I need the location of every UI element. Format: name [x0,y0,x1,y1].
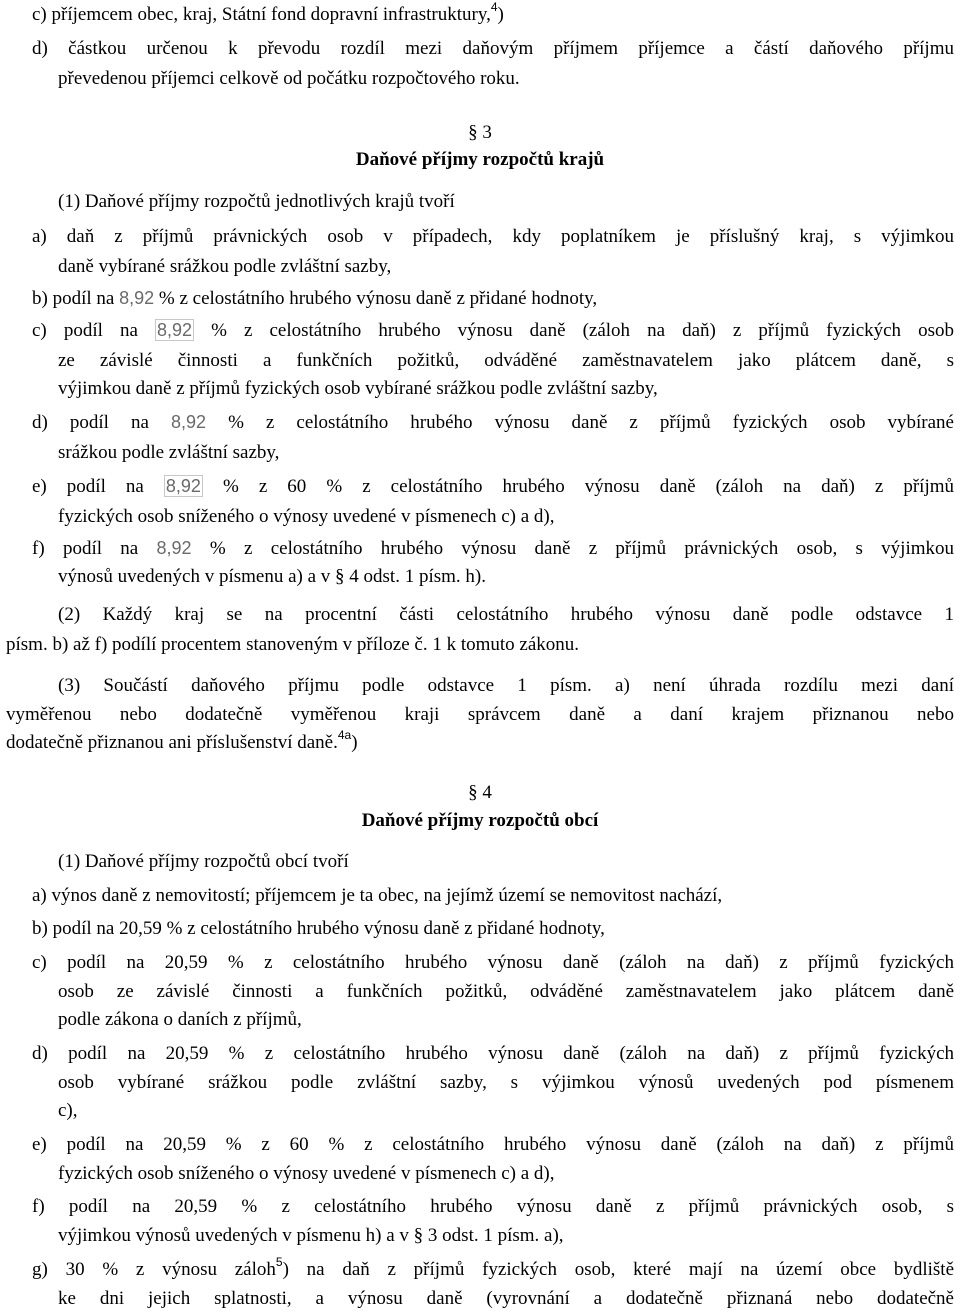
list-item-b [32,286,597,311]
list-item-f-line1: f) podíl na 20,59 % z celostátního hrubého výnosu daně z příjmů právnických osob, s [32,1196,954,1217]
list-item-c-line2: ze závislé činnosti a funkčních požitků, odváděné zaměstnavatelem jako plátcem daně, s [58,350,954,371]
text: g) 30 % z výnosu záloh [32,1259,276,1280]
footnote-ref: 5 [275,1257,283,1269]
paragraph-3-line1: (3) Součástí daňového příjmu podle odstavce 1 písm. a) není úhrada rozdílu mezi daní [58,675,954,696]
percentage-value: 8,92 [170,412,207,432]
section-title: Daňové příjmy rozpočtů krajů [355,149,605,170]
section-number: § 3 [468,122,492,143]
text: f) podíl na [32,538,139,559]
list-item-e-line1 [32,474,954,499]
list-item-d-line1 [32,410,954,435]
paragraph-3-line3 [6,730,358,755]
list-item-d-top-line1: d) částkou určenou k převodu rozdíl mezi daňovým příjmem příjemce a částí daňového příjmu [32,38,954,59]
list-item-c-line3: výjimkou daně z příjmů fyzických osob vybírané srážkou podle zvláštní sazby, [58,378,658,399]
paragraph-2-line1: (2) Každý kraj se na procentní části celostátního hrubého výnosu daně podle odstavce 1 [58,604,954,625]
footnote-ref: 4 [490,0,498,14]
text: c) podíl na [32,320,138,341]
text: b) podíl na [32,288,115,309]
paragraph-intro: (1) Daňové příjmy rozpočtů jednotlivých krajů tvoří [58,191,455,212]
text: e) podíl na [32,476,144,497]
paragraph-3-line2: vyměřenou nebo dodatečně vyměřenou kraji správcem daně a daní krajem přiznanou nebo [6,704,954,725]
list-item-d-line3: c), [58,1100,78,1121]
section-title: Daňové příjmy rozpočtů obcí [361,810,599,831]
list-item-c-line1 [32,318,954,343]
list-item-c-top [32,2,504,27]
list-item-g-line2: ke dni jejich splatnosti, a výnosu daně (vyrovnání a dodatečně přiznaná nebo dodatečně [58,1288,954,1309]
text: ) [351,732,358,753]
list-item-d-line2: osob vybírané srážkou podle zvláštní sazby, s výjimkou výnosů uvedených pod písmenem [58,1072,954,1093]
list-item-f-line2: výjimkou výnosů uvedených v písmenu h) a v § 3 odst. 1 písm. a), [58,1225,564,1246]
text: ) na daň z příjmů fyzických osob, které mají na území obce bydliště [282,1259,954,1280]
footnote-ref: 4a [337,728,352,742]
list-item-f-line1 [32,536,954,561]
list-item-f-line2: výnosů uvedených v písmenu a) a v § 4 odst. 1 písm. h). [58,566,486,587]
percentage-value: 8,92 [156,320,193,340]
list-item-c-line3: podle zákona o daních z příjmů, [58,1009,302,1030]
text: % z 60 % z celostátního hrubého výnosu daně (záloh na daň) z příjmů [222,476,954,497]
list-item-e-line1: e) podíl na 20,59 % z 60 % z celostátního hrubého výnosu daně (záloh na daň) z příjmů [32,1134,954,1155]
list-item-g-line1 [32,1257,954,1282]
text: dodatečně přiznanou ani příslušenství daně. [6,732,338,753]
list-item-e-line2: fyzických osob sníženého o výnosy uvedené v písmenech c) a d), [58,1163,555,1184]
text: % z celostátního hrubého výnosu daně z přidané hodnoty, [158,288,598,309]
list-item-c-line1: c) podíl na 20,59 % z celostátního hrubého výnosu daně (záloh na daň) z příjmů fyzických [32,952,954,973]
paragraph-intro: (1) Daňové příjmy rozpočtů obcí tvoří [58,851,349,872]
text: % z celostátního hrubého výnosu daně z příjmů fyzických osob vybírané [228,412,954,433]
text: ) [497,4,504,25]
list-item-a-line1: a) daň z příjmů právnických osob v případech, kdy poplatníkem je příslušný kraj, s výjimkou [32,226,954,247]
list-item-b: b) podíl na 20,59 % z celostátního hrubého výnosu daně z přidané hodnoty, [32,918,605,939]
list-item-d-line2: srážkou podle zvláštní sazby, [58,442,280,463]
percentage-value: 8,92 [165,476,201,496]
list-item-c-line2: osob ze závislé činnosti a funkčních požitků, odváděné zaměstnavatelem jako plátcem daně [58,981,954,1002]
list-item-e-line2: fyzických osob sníženého o výnosy uvedené v písmenech c) a d), [58,506,555,527]
text: c) příjemcem obec, kraj, Státní fond dopravní infrastruktury, [32,4,491,25]
text: % z celostátního hrubého výnosu daně (záloh na daň) z příjmů fyzických osob [211,320,954,341]
list-item-a-line2: daně vybírané srážkou podle zvláštní sazby, [58,256,392,277]
text: d) podíl na [32,412,149,433]
paragraph-2-line2: písm. b) až f) podílí procentem stanoveným v příloze č. 1 k tomuto zákonu. [6,634,580,655]
percentage-value: 8,92 [119,288,155,308]
percentage-value: 8,92 [156,538,192,558]
section-number: § 4 [468,782,492,803]
list-item-a: a) výnos daně z nemovitostí; příjemcem je ta obec, na jejímž území se nemovitost nachází, [32,885,723,906]
list-item-d-line1: d) podíl na 20,59 % z celostátního hrubého výnosu daně (záloh na daň) z příjmů fyzických [32,1043,954,1064]
text: % z celostátního hrubého výnosu daně z příjmů právnických osob, s výjimkou [209,538,954,559]
list-item-d-top-line2: převedenou příjemci celkově od počátku rozpočtového roku. [58,68,520,89]
